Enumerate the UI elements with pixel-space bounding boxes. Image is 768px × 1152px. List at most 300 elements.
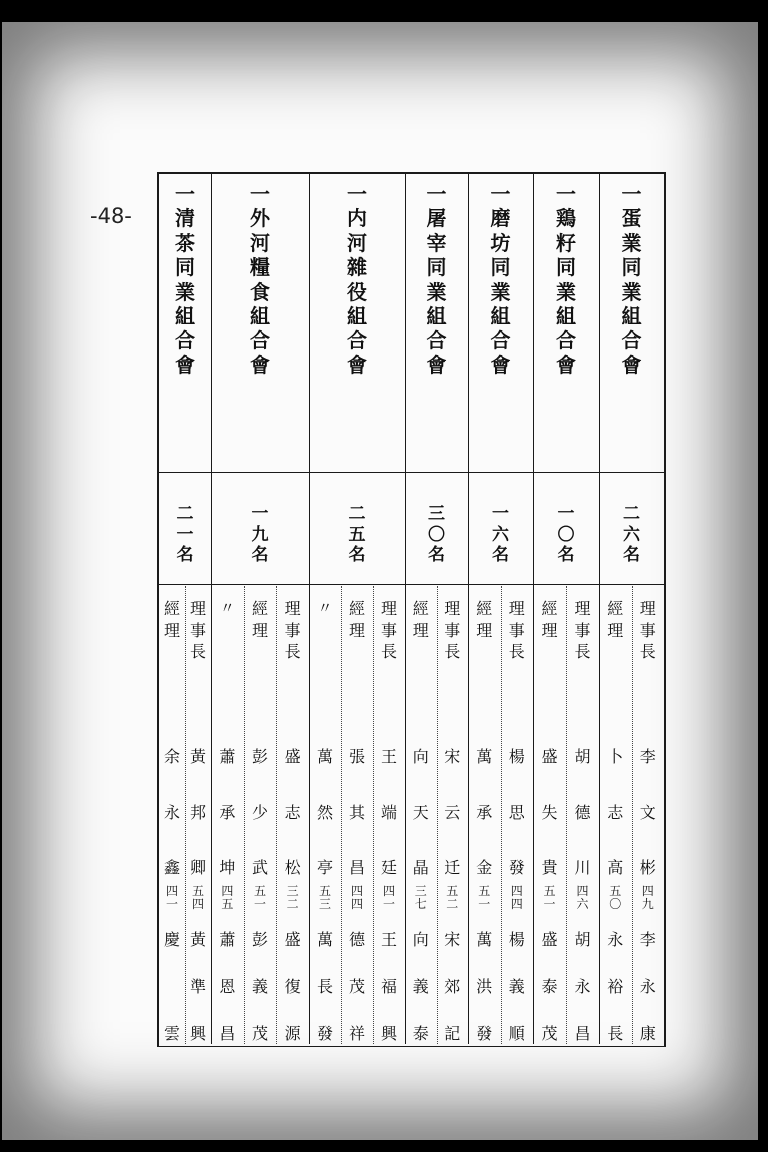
business-name-char: 泰 <box>412 1024 429 1043</box>
organization-name-char: 糧 <box>250 255 270 280</box>
sub-column-divider <box>632 586 633 1044</box>
business-name <box>413 917 429 1044</box>
business-name-char: 義 <box>508 977 525 997</box>
business-name <box>349 917 365 1044</box>
organization-name-char: 合 <box>175 328 195 353</box>
officer-name-char: 昌 <box>348 858 365 878</box>
officer-title <box>220 586 235 732</box>
officer-name <box>509 732 525 878</box>
organization-name-char: 會 <box>556 352 576 377</box>
business-name-char: 茂 <box>541 1024 558 1043</box>
business-name-char: 祥 <box>348 1024 365 1043</box>
member-count-char: 一 <box>176 524 194 545</box>
officer-column <box>276 586 309 1044</box>
officer-name <box>413 732 429 878</box>
officer-name-char: 宋 <box>444 747 461 767</box>
officer-age-char: 三 <box>286 884 299 899</box>
business-name-char: 王 <box>380 930 397 950</box>
organization-name-char: 河 <box>250 230 270 255</box>
organization-name-char: 合 <box>426 328 447 353</box>
business-name-char: 福 <box>380 977 397 997</box>
officer-title-char: 理 <box>444 599 461 618</box>
organization-name-char: 組 <box>175 303 195 328</box>
officer-name-char: 永 <box>163 802 180 822</box>
officer-name-char: 廷 <box>380 858 397 878</box>
business-name-char: 郊 <box>444 977 461 997</box>
officer-title-char: 事 <box>574 620 591 640</box>
organization-name-char: 同 <box>426 255 447 280</box>
member-count-char: 名 <box>428 545 445 566</box>
officer-age-char: 一 <box>478 896 491 911</box>
member-count <box>623 504 640 566</box>
organization-name-char: 外 <box>250 206 270 231</box>
organization-name <box>250 182 270 377</box>
member-count-char: 三 <box>428 504 445 524</box>
business-name-char: 義 <box>251 977 268 997</box>
organization-name-char: 河 <box>347 230 367 255</box>
business-name-char: 準 <box>189 977 206 997</box>
business-name-char: 長 <box>316 977 333 997</box>
officer-title-char: 經 <box>251 599 268 618</box>
officer-name-char: 胡 <box>574 747 591 767</box>
member-count-char: 一 <box>557 504 575 524</box>
officer-title <box>607 586 623 732</box>
officer-age-char: 五 <box>221 896 234 911</box>
organization-name-char: 組 <box>250 303 270 328</box>
business-name-char: 李 <box>639 930 656 950</box>
officer-name-char: 承 <box>219 802 236 822</box>
organization-name-cell <box>599 174 664 478</box>
business-name <box>381 917 397 1044</box>
officer-title-char: 事 <box>639 620 656 640</box>
officer-title <box>574 586 590 732</box>
officer-name <box>190 732 206 878</box>
officer-name <box>476 732 492 878</box>
officer-age-char: 一 <box>253 896 266 911</box>
officer-age-char: 五 <box>446 884 459 899</box>
officer-name <box>164 732 180 878</box>
officer-column <box>373 586 405 1044</box>
officer-column <box>405 586 437 1044</box>
officer-title <box>317 586 332 732</box>
officer-age-char: 九 <box>641 896 654 911</box>
officer-title-char: 理 <box>412 620 429 640</box>
organization-name-char: 同 <box>490 255 511 280</box>
organization-name-cell <box>533 174 599 478</box>
officer-age-char: 四 <box>382 884 395 899</box>
organization-name-char: 清 <box>175 206 195 231</box>
member-count-char: 九 <box>251 524 269 545</box>
officer-age-char: 五 <box>191 884 204 899</box>
officer-title-char: 理 <box>508 599 525 618</box>
member-count-char: 六 <box>492 524 509 545</box>
officer-age <box>287 878 299 917</box>
officer-name-char: 王 <box>380 747 397 767</box>
organization-name-char: 屠 <box>426 206 447 231</box>
business-name <box>574 917 590 1044</box>
officer-name <box>317 732 333 878</box>
business-name-char: 昌 <box>574 1024 591 1043</box>
officer-name-char: 萬 <box>476 747 493 767</box>
officer-name <box>349 732 365 878</box>
officer-name-char: 卿 <box>189 858 206 878</box>
business-name <box>509 917 525 1044</box>
officer-age-char: 四 <box>350 896 363 911</box>
officer-name-char: 失 <box>541 802 558 822</box>
officer-name-char: 發 <box>508 858 525 878</box>
officer-column <box>185 586 211 1044</box>
officer-title-char: 理 <box>163 620 180 640</box>
officer-name-char: 德 <box>574 802 591 822</box>
organization-name-char: 合 <box>490 328 511 353</box>
member-count-char: 名 <box>492 545 509 566</box>
business-name-char: 楊 <box>508 930 525 950</box>
sub-column-divider <box>185 586 186 1044</box>
organization-name <box>175 182 195 377</box>
officer-age-char: 六 <box>576 896 589 911</box>
organization-name-char: 坊 <box>490 230 511 255</box>
officer-column <box>159 586 185 1044</box>
officer-name-char: 李 <box>639 747 656 767</box>
organization-name-char: 業 <box>490 279 511 304</box>
business-name-char: 永 <box>574 977 591 997</box>
officer-title-char: 事 <box>508 620 525 640</box>
business-name <box>252 917 268 1044</box>
officer-name <box>285 732 301 878</box>
officer-title <box>285 586 301 732</box>
organization-name-cell <box>468 174 533 478</box>
member-count-char: 名 <box>623 545 640 566</box>
member-count <box>349 504 366 566</box>
organization-name-char: 同 <box>556 255 576 280</box>
officer-age-char: 二 <box>446 896 459 911</box>
officer-age <box>642 878 654 917</box>
organization-name-char: 業 <box>621 279 642 304</box>
officer-age-char: 四 <box>576 884 589 899</box>
member-count-char: 名 <box>176 545 194 566</box>
officer-age <box>221 878 233 917</box>
officer-name-char: 晶 <box>412 858 429 878</box>
business-name <box>640 917 656 1044</box>
officer-age-char: 四 <box>165 884 178 899</box>
officer-age-char: 五 <box>253 884 266 899</box>
officer-title-char: 理 <box>476 620 493 640</box>
officer-age-char: 四 <box>191 896 204 911</box>
sub-column-divider <box>373 586 374 1044</box>
officer-name-char: 萬 <box>316 747 333 767</box>
business-name-char: 泰 <box>541 977 558 997</box>
officer-title-char: 理 <box>541 620 558 640</box>
organization-name <box>556 182 576 377</box>
officer-name <box>252 732 268 878</box>
officer-column <box>244 586 277 1044</box>
officer-age-char: 五 <box>609 884 622 899</box>
officer-name-char: 向 <box>412 747 429 767</box>
business-name <box>190 917 206 1044</box>
officer-title <box>381 586 397 732</box>
organization-name-cell <box>211 174 309 478</box>
officer-age <box>543 878 555 917</box>
officer-age-char: 三 <box>318 896 331 911</box>
officer-title-char: 事 <box>444 620 461 640</box>
business-name-char: 蕭 <box>219 930 236 950</box>
officer-title-char: 經 <box>348 599 365 618</box>
officer-age <box>415 878 427 917</box>
organization-name-char: 會 <box>426 352 447 377</box>
officer-column <box>211 586 244 1044</box>
officer-age <box>609 878 621 917</box>
business-name-char: 彭 <box>251 930 268 950</box>
officer-name-char: 志 <box>284 802 301 822</box>
officer-name-char: 彬 <box>639 858 656 878</box>
officer-name-char: 黃 <box>189 747 206 767</box>
business-name-char: 胡 <box>574 930 591 950</box>
business-name-char: 茂 <box>251 1024 268 1043</box>
officer-age-char: 五 <box>318 884 331 899</box>
member-count-char: 二 <box>176 504 194 524</box>
officer-title-char: 〃 <box>317 599 333 617</box>
officer-age-char: 五 <box>478 884 491 899</box>
business-name-char: 盛 <box>541 930 558 950</box>
officer-title-char: 理 <box>251 620 268 640</box>
member-count <box>492 504 509 566</box>
organization-name-cell <box>159 174 211 478</box>
organization-name-char: 組 <box>556 303 576 328</box>
officer-age-char: 三 <box>414 884 427 899</box>
officer-name-char: 松 <box>284 858 301 878</box>
business-name-char: 順 <box>508 1024 525 1043</box>
business-name <box>444 917 460 1044</box>
business-name <box>219 917 235 1044</box>
member-count-char: 一 <box>251 504 269 524</box>
officer-age <box>478 878 490 917</box>
officer-age <box>351 878 363 917</box>
business-name-char: 源 <box>284 1024 301 1043</box>
member-count-char: 名 <box>348 545 366 566</box>
organization-name-char: 一 <box>426 182 447 206</box>
sub-column-divider <box>276 586 277 1044</box>
organization-name-char: 會 <box>175 352 195 377</box>
organization-name-char: 業 <box>621 230 642 255</box>
business-name-char: 復 <box>284 977 301 997</box>
officer-title-char: 經 <box>607 599 624 618</box>
business-name-char: 昌 <box>219 1024 236 1043</box>
business-name-char: 慶 <box>163 930 180 950</box>
organization-name-char: 一 <box>621 182 642 206</box>
officer-age <box>192 878 204 917</box>
officer-title-char: 長 <box>444 642 461 662</box>
organization-name-char: 一 <box>347 182 367 206</box>
organization-name-char: 合 <box>347 328 367 353</box>
officer-name-char: 迁 <box>444 858 461 878</box>
business-name <box>164 917 180 1044</box>
officer-age <box>576 878 588 917</box>
officer-name-char: 盛 <box>541 747 558 767</box>
officer-title-char: 經 <box>163 599 180 618</box>
officer-column <box>533 586 566 1044</box>
officer-title <box>413 586 429 732</box>
business-name <box>541 917 557 1044</box>
officer-age-char: 四 <box>221 884 234 899</box>
officer-title-char: 長 <box>284 642 301 662</box>
organization-name-char: 宰 <box>426 230 447 255</box>
officer-age-char: 〇 <box>609 896 622 911</box>
officer-name-char: 承 <box>476 802 493 822</box>
organization-name-char: 會 <box>250 352 270 377</box>
officer-age <box>166 878 178 917</box>
sub-column-divider <box>244 586 245 1044</box>
officer-title-char: 經 <box>541 599 558 618</box>
officer-title-char: 〃 <box>219 599 235 617</box>
organization-name-char: 同 <box>175 255 195 280</box>
officer-age-char: 七 <box>414 896 427 911</box>
organization-name <box>491 182 511 377</box>
officer-title <box>349 586 365 732</box>
officer-name-char: 天 <box>412 802 429 822</box>
officer-name-char: 楊 <box>508 747 525 767</box>
member-count-char: 〇 <box>557 524 575 545</box>
officer-title <box>541 586 557 732</box>
officer-name <box>574 732 590 878</box>
officer-age-char: 二 <box>286 896 299 911</box>
officer-name <box>640 732 656 878</box>
officer-age-char: 四 <box>641 884 654 899</box>
organization-name-char: 茶 <box>175 230 195 255</box>
officer-age-char: 四 <box>510 896 523 911</box>
officer-title-char: 長 <box>189 642 206 662</box>
member-count-char: 名 <box>251 545 269 566</box>
business-name-char: 萬 <box>316 930 333 950</box>
organization-name-char: 鶏 <box>556 206 576 231</box>
organization-name-char: 合 <box>556 328 576 353</box>
officer-name-char: 然 <box>316 802 333 822</box>
officer-title-char: 經 <box>476 599 493 618</box>
officer-title <box>476 586 492 732</box>
organization-name-char: 組 <box>490 303 511 328</box>
business-name-char: 雲 <box>163 1024 180 1044</box>
officer-title-char: 長 <box>380 642 397 662</box>
organization-name-char: 蛋 <box>621 206 642 231</box>
officer-name-char: 坤 <box>219 858 236 878</box>
officer-age-char: 一 <box>165 896 178 911</box>
organization-name-char: 業 <box>175 279 195 304</box>
officer-name <box>444 732 460 878</box>
officer-name <box>541 732 557 878</box>
officer-title-char: 經 <box>412 599 429 618</box>
organization-name-cell <box>405 174 468 478</box>
officer-column <box>566 586 599 1044</box>
officer-name <box>219 732 235 878</box>
member-count <box>177 504 194 566</box>
officer-age <box>446 878 458 917</box>
officer-title-char: 事 <box>189 620 206 640</box>
business-name-char: 發 <box>476 1024 493 1043</box>
officer-name-char: 彭 <box>251 747 268 767</box>
sub-column-divider <box>341 586 342 1044</box>
organization-name-char: 會 <box>621 352 642 377</box>
business-name-char: 向 <box>412 930 429 950</box>
organization-name-char: 磨 <box>490 206 511 231</box>
officer-title <box>252 586 268 732</box>
officer-age <box>254 878 266 917</box>
officer-name <box>381 732 397 878</box>
officer-column <box>599 586 632 1044</box>
business-name-char: 盛 <box>284 930 301 950</box>
business-name-char: 永 <box>607 930 624 950</box>
officer-column <box>468 586 501 1044</box>
officer-name-char: 卜 <box>607 747 624 767</box>
member-count-char: 一 <box>492 504 509 524</box>
officer-title-char: 事 <box>284 620 301 640</box>
officer-name-char: 川 <box>574 858 591 878</box>
sub-column-divider <box>501 586 502 1044</box>
member-count-char: 五 <box>348 524 366 545</box>
member-count-char: 二 <box>623 504 640 524</box>
officer-name-char: 貴 <box>541 858 558 878</box>
officer-name-char: 邦 <box>189 802 206 822</box>
officer-title <box>444 586 460 732</box>
organization-name-char: 一 <box>556 182 576 206</box>
officer-name-char: 盛 <box>284 747 301 767</box>
officer-name <box>607 732 623 878</box>
business-name-char: 義 <box>412 977 429 997</box>
organization-name-char: 會 <box>347 352 367 377</box>
officer-name-char: 鑫 <box>163 858 180 878</box>
business-name-char: 黃 <box>189 930 206 950</box>
business-name-char: 興 <box>189 1024 206 1043</box>
officer-name-char: 端 <box>380 802 397 822</box>
organization-name-char: 業 <box>426 279 447 304</box>
organization-name-char: 合 <box>250 328 270 353</box>
organization-name-char: 會 <box>490 352 511 377</box>
officer-age-char: 四 <box>350 884 363 899</box>
organization-name-char: 組 <box>621 303 642 328</box>
business-name-char: 記 <box>444 1024 461 1043</box>
business-name-char: 興 <box>380 1024 397 1043</box>
officer-name-char: 其 <box>348 802 365 822</box>
officer-age <box>319 878 331 917</box>
business-name-char: 洪 <box>476 977 493 997</box>
officer-title-char: 長 <box>508 642 525 662</box>
officer-title-char: 事 <box>380 620 397 640</box>
business-name-char: 長 <box>607 1024 624 1043</box>
business-name <box>285 917 301 1044</box>
business-name-char: 發 <box>316 1024 333 1043</box>
member-count-char: 名 <box>557 545 575 566</box>
sub-column-divider <box>437 586 438 1044</box>
officer-name-char: 志 <box>607 802 624 822</box>
organization-name-char: 一 <box>250 182 270 206</box>
business-name-char: 德 <box>348 930 365 950</box>
officer-name-char: 張 <box>348 747 365 767</box>
organization-name-char: 業 <box>556 279 576 304</box>
member-count <box>428 504 445 566</box>
officer-title <box>640 586 656 732</box>
organization-name-char: 組 <box>347 303 367 328</box>
business-name <box>476 917 492 1044</box>
business-name-char: 康 <box>639 1024 656 1043</box>
business-name-char: 茂 <box>348 977 365 997</box>
business-name-char: 永 <box>639 977 656 997</box>
officer-title-char: 理 <box>380 599 397 618</box>
officer-title-char: 理 <box>574 599 591 618</box>
officer-name-char: 少 <box>251 802 268 822</box>
officer-column <box>437 586 469 1044</box>
organization-name-char: 内 <box>347 206 367 231</box>
officer-column <box>309 586 341 1044</box>
officer-age-char: 一 <box>382 896 395 911</box>
page-number-note: -48- <box>90 204 132 228</box>
